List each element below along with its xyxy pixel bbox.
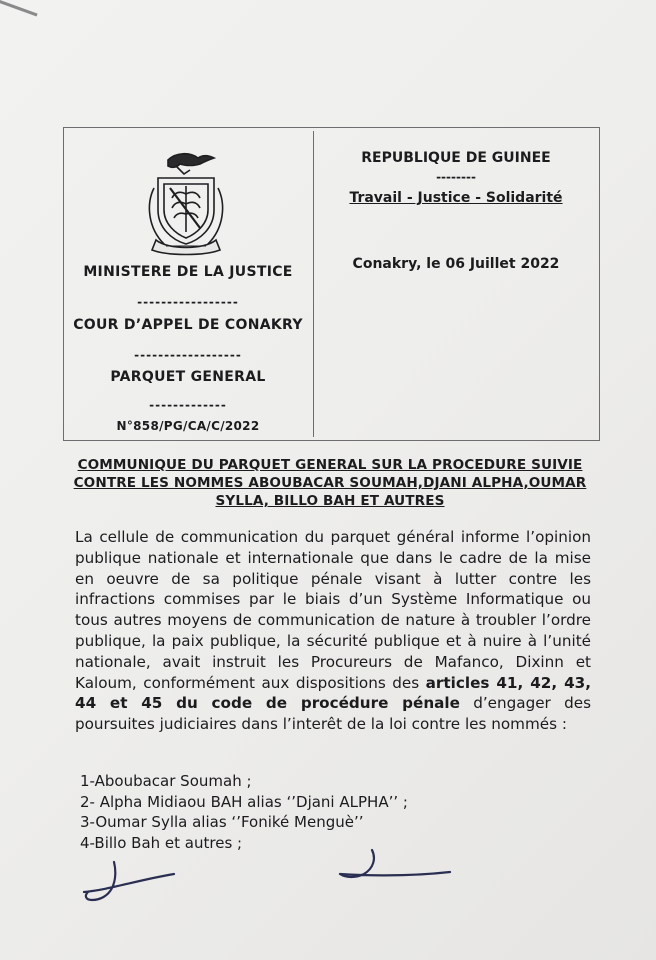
national-motto: Travail - Justice - Solidarité: [349, 190, 563, 206]
title-line: COMMUNIQUE DU PARQUET GENERAL SUR LA PROCEDURE SUIVIE: [77, 457, 583, 473]
list-item: 1-Aboubacar Soumah ;: [80, 772, 252, 790]
letterhead-divider: [313, 131, 314, 437]
court-name: COUR D’APPEL DE CONAKRY: [73, 317, 303, 333]
separator-line: -----------------: [137, 295, 239, 309]
parquet-name: PARQUET GENERAL: [110, 369, 266, 385]
place-and-date: Conakry, le 06 Juillet 2022: [352, 256, 560, 272]
document-reference: N°858/PG/CA/C/2022: [116, 419, 260, 433]
body-paragraph: [75, 527, 591, 735]
title-line: SYLLA, BILLO BAH ET AUTRES: [215, 493, 445, 509]
separator-line: ------------------: [134, 348, 242, 362]
ministry-name: MINISTERE DE LA JUSTICE: [83, 264, 293, 280]
list-item: 4-Billo Bah et autres ;: [80, 833, 243, 852]
separator-line: -------------: [149, 398, 227, 412]
communique-title: [70, 456, 590, 510]
page-edge-shadow: [0, 0, 38, 16]
handwritten-initial-right: [334, 846, 454, 886]
body-text: La cellule de communication du parquet général informe l’opinion publique nationale et internationale que dans le cadre de la mise en oeuvre de sa politique pénale visant à lutter contre les infractions commises par le biais d’un Système Informatique ou tous autres moyens de communication de nature à troubler l’ordre publique, la paix publique, la sécurité publique et à nuire à l’unité nationale, avait instruit les Procureurs de Mafanco, Dixinn et Kaloum, conformément aux dispositions des: [75, 528, 591, 692]
accused-list: [80, 771, 580, 853]
list-item: 2- Alpha Midiaou BAH alias ‘’Djani ALPHA’’ ;: [80, 792, 408, 811]
legal-reference: articles 41, 42, 43, 44 et 45 du code de procédure pénale: [75, 673, 591, 713]
title-line: CONTRE LES NOMMES ABOUBACAR SOUMAH,DJANI ALPHA,OUMAR: [73, 475, 587, 491]
separator-line: --------: [436, 170, 476, 184]
country-name: REPUBLIQUE DE GUINEE: [361, 150, 551, 166]
handwritten-initial-left: [78, 856, 188, 906]
list-item: 3-Oumar Sylla alias ‘’Foniké Menguè’’: [80, 813, 364, 831]
guinea-coat-of-arms-icon: [138, 148, 234, 256]
body-text: d’engager des poursuites judiciaires dans l’interêt de la loi contre les nommés :: [75, 694, 591, 734]
